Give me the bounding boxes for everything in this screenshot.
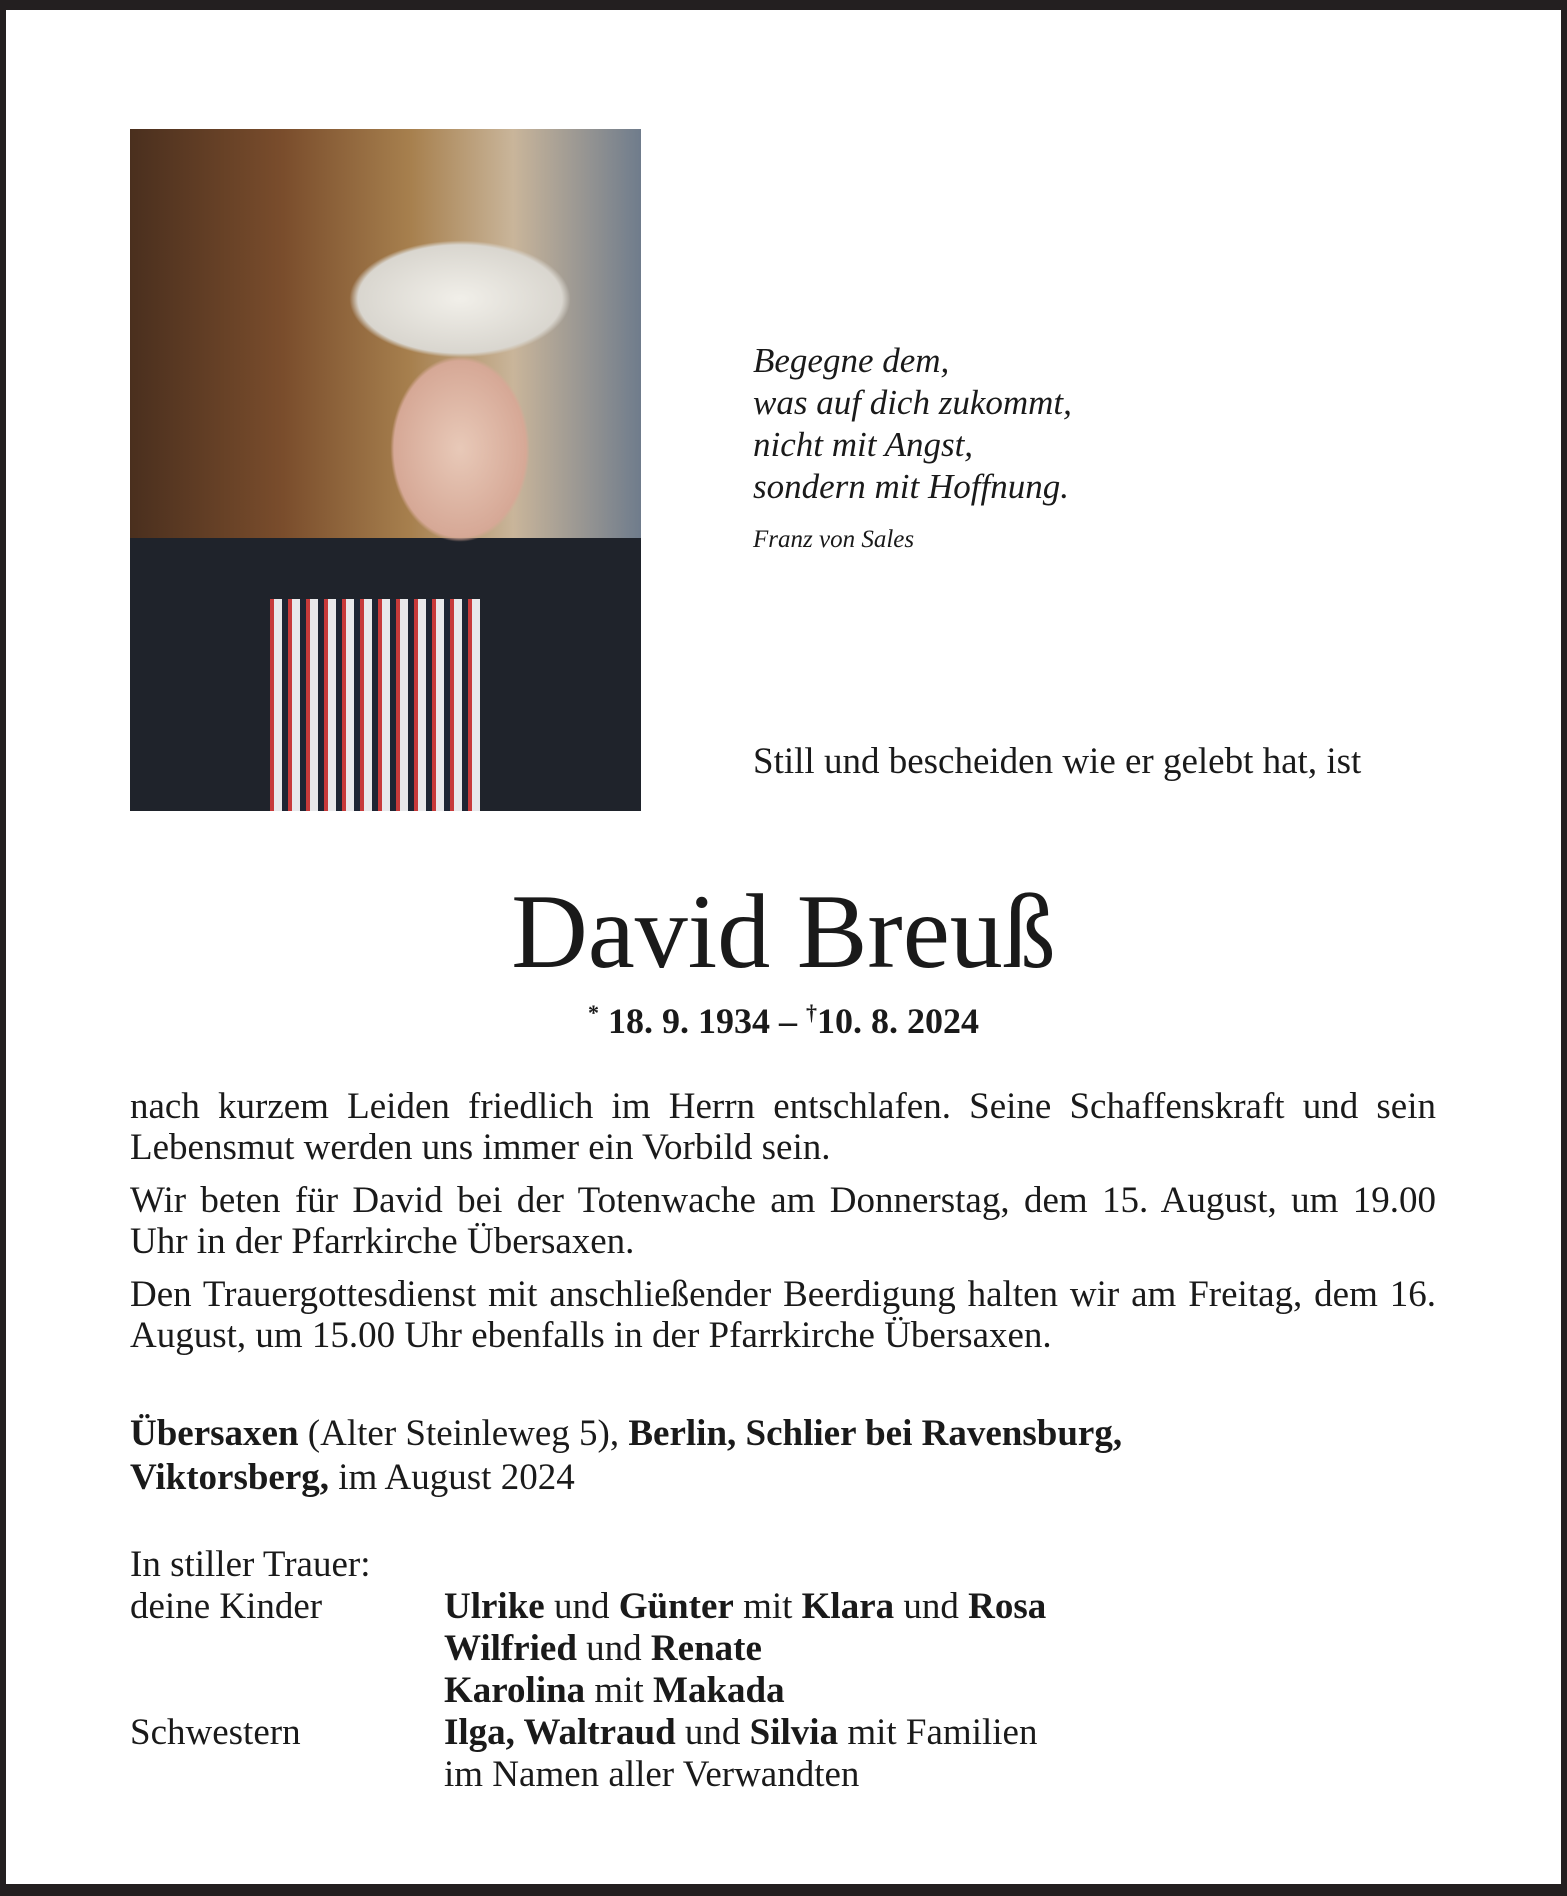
connector-text: und	[894, 1586, 969, 1627]
paragraph: Den Trauergottesdienst mit anschließender Beerdigung halten wir am Freitag, dem 16. August, um 15.00 Uhr ebenfalls in der Pfarrkirche Übersaxen.	[130, 1274, 1436, 1356]
connector-text: mit Familien	[838, 1712, 1038, 1753]
name-bold: Klara	[801, 1586, 895, 1627]
name-bold: Renate	[650, 1628, 762, 1669]
death-date: 10. 8. 2024	[817, 1001, 979, 1041]
place-bold: Übersaxen	[130, 1413, 299, 1454]
mourners-heading: In stiller Trauer:	[130, 1544, 371, 1585]
paragraph: Wir beten für David bei der Totenwache am Donnerstag, dem 15. August, um 19.00 Uhr in der Pfarrkirche Übersaxen.	[130, 1180, 1436, 1262]
birth-symbol: *	[588, 1000, 599, 1025]
place-text: im August 2024	[329, 1457, 575, 1498]
children-line	[444, 1670, 785, 1712]
photo-shirt-detail	[270, 599, 480, 811]
name-bold: Ulrike	[444, 1586, 545, 1627]
closing-line: im Namen aller Verwandten	[444, 1754, 860, 1795]
quote-author: Franz von Sales	[753, 526, 915, 553]
children-line	[444, 1628, 762, 1670]
quote-line: Begegne dem,	[753, 341, 950, 380]
connector-text: mit	[585, 1670, 654, 1711]
mourners	[130, 1544, 1046, 1796]
name-bold: Silvia	[749, 1712, 839, 1753]
paragraph: nach kurzem Leiden friedlich im Herrn entschlafen. Seine Schaffenskraft und sein Lebensmut werden uns immer ein Vorbild sein.	[130, 1086, 1436, 1168]
connector-text: und	[576, 1628, 651, 1669]
quote	[753, 340, 1072, 508]
life-dates	[6, 1000, 1561, 1042]
children-line	[444, 1586, 1046, 1628]
deceased-name: David Breuß	[511, 873, 1056, 990]
quote-line: nicht mit Angst,	[753, 425, 974, 464]
place-bold: Viktorsberg,	[130, 1457, 330, 1498]
death-symbol: †	[806, 1000, 817, 1025]
name-bold: Ilga, Waltraud	[444, 1712, 676, 1753]
name-bold: Makada	[653, 1670, 785, 1711]
place-text: (Alter Steinleweg 5),	[298, 1413, 629, 1454]
quote-line: sondern mit Hoffnung.	[753, 467, 1069, 506]
name-bold: Günter	[618, 1586, 734, 1627]
name-bold: Karolina	[444, 1670, 586, 1711]
portrait-photo	[130, 129, 641, 811]
place-and-date	[130, 1412, 1436, 1500]
connector-text: mit	[733, 1586, 802, 1627]
children-label: deine Kinder	[130, 1586, 323, 1627]
place-bold: Berlin, Schlier bei Ravensburg,	[628, 1413, 1123, 1454]
connector-text: und	[544, 1586, 619, 1627]
sisters-line	[444, 1712, 1037, 1754]
obituary-page	[6, 10, 1561, 1884]
name-bold: Wilfried	[444, 1628, 577, 1669]
intro-text: Still und bescheiden wie er gelebt hat, ist	[753, 741, 1362, 782]
announcement-body	[130, 1086, 1436, 1368]
sisters-label: Schwestern	[130, 1712, 301, 1753]
birth-date: 18. 9. 1934	[608, 1001, 770, 1041]
name-bold: Rosa	[968, 1586, 1047, 1627]
quote-line: was auf dich zukommt,	[753, 383, 1072, 422]
connector-text: und	[675, 1712, 750, 1753]
date-separator: –	[779, 1001, 797, 1041]
